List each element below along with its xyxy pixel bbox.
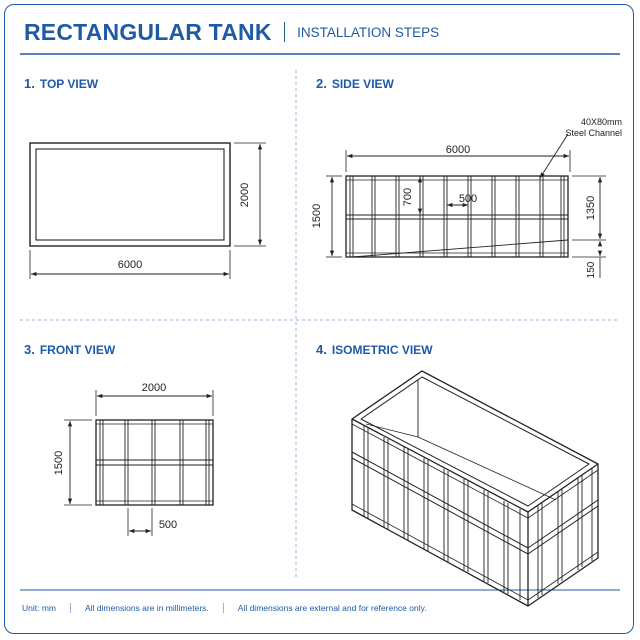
iso-long-face-channels: [364, 426, 520, 600]
section-number: 3.: [24, 342, 35, 357]
side-upper-height-label: 1350: [585, 195, 597, 221]
top-view-outer-edge: [30, 143, 230, 246]
iso-short-face: [528, 464, 598, 606]
top-view: [30, 143, 266, 279]
footer-note-1: All dimensions are in millimeters.: [85, 603, 209, 613]
front-view-channels: [100, 420, 209, 505]
section-number: 4.: [316, 342, 327, 357]
channel-annotation-line2: Steel Channel: [565, 128, 622, 138]
channel-annotation-line1: 40X80mm: [580, 117, 622, 127]
side-width-label: 6000: [445, 144, 471, 156]
section-label: FRONT VIEW: [39, 343, 116, 357]
page-title: RECTANGULAR TANK: [24, 18, 272, 45]
side-base-height-label: 150: [586, 261, 597, 279]
front-view-body: [96, 420, 213, 505]
section-number: 2.: [316, 76, 327, 91]
side-view-base-slope: [352, 240, 568, 257]
top-view-inner-edge: [36, 149, 224, 240]
front-width-label: 2000: [141, 382, 167, 394]
section-label: TOP VIEW: [39, 77, 99, 91]
iso-top-rim-outer: [352, 371, 598, 512]
front-view: [64, 390, 213, 536]
section-label: SIDE VIEW: [331, 77, 394, 91]
page-subtitle: INSTALLATION STEPS: [297, 24, 440, 40]
footer-divider: [70, 603, 71, 613]
iso-short-face-channels: [538, 468, 592, 598]
side-panel-width-label: 500: [458, 193, 478, 205]
side-view-channels: [350, 176, 564, 257]
isometric-view: [352, 371, 598, 606]
footer-divider: [223, 603, 224, 613]
top-height-label: 2000: [239, 182, 251, 208]
section-number: 1.: [24, 76, 35, 91]
footer-note-2: All dimensions are external and for reference only.: [237, 603, 427, 613]
top-width-label: 6000: [117, 259, 143, 271]
side-total-height-label: 1500: [311, 203, 323, 229]
front-height-label: 1500: [53, 450, 65, 476]
front-panel-width-label: 500: [158, 519, 178, 531]
side-panel-height-label: 700: [402, 187, 414, 207]
side-view-body: [346, 176, 568, 257]
section-label: ISOMETRIC VIEW: [331, 343, 433, 357]
footer: [22, 603, 427, 613]
footer-unit: Unit: mm: [22, 603, 56, 613]
